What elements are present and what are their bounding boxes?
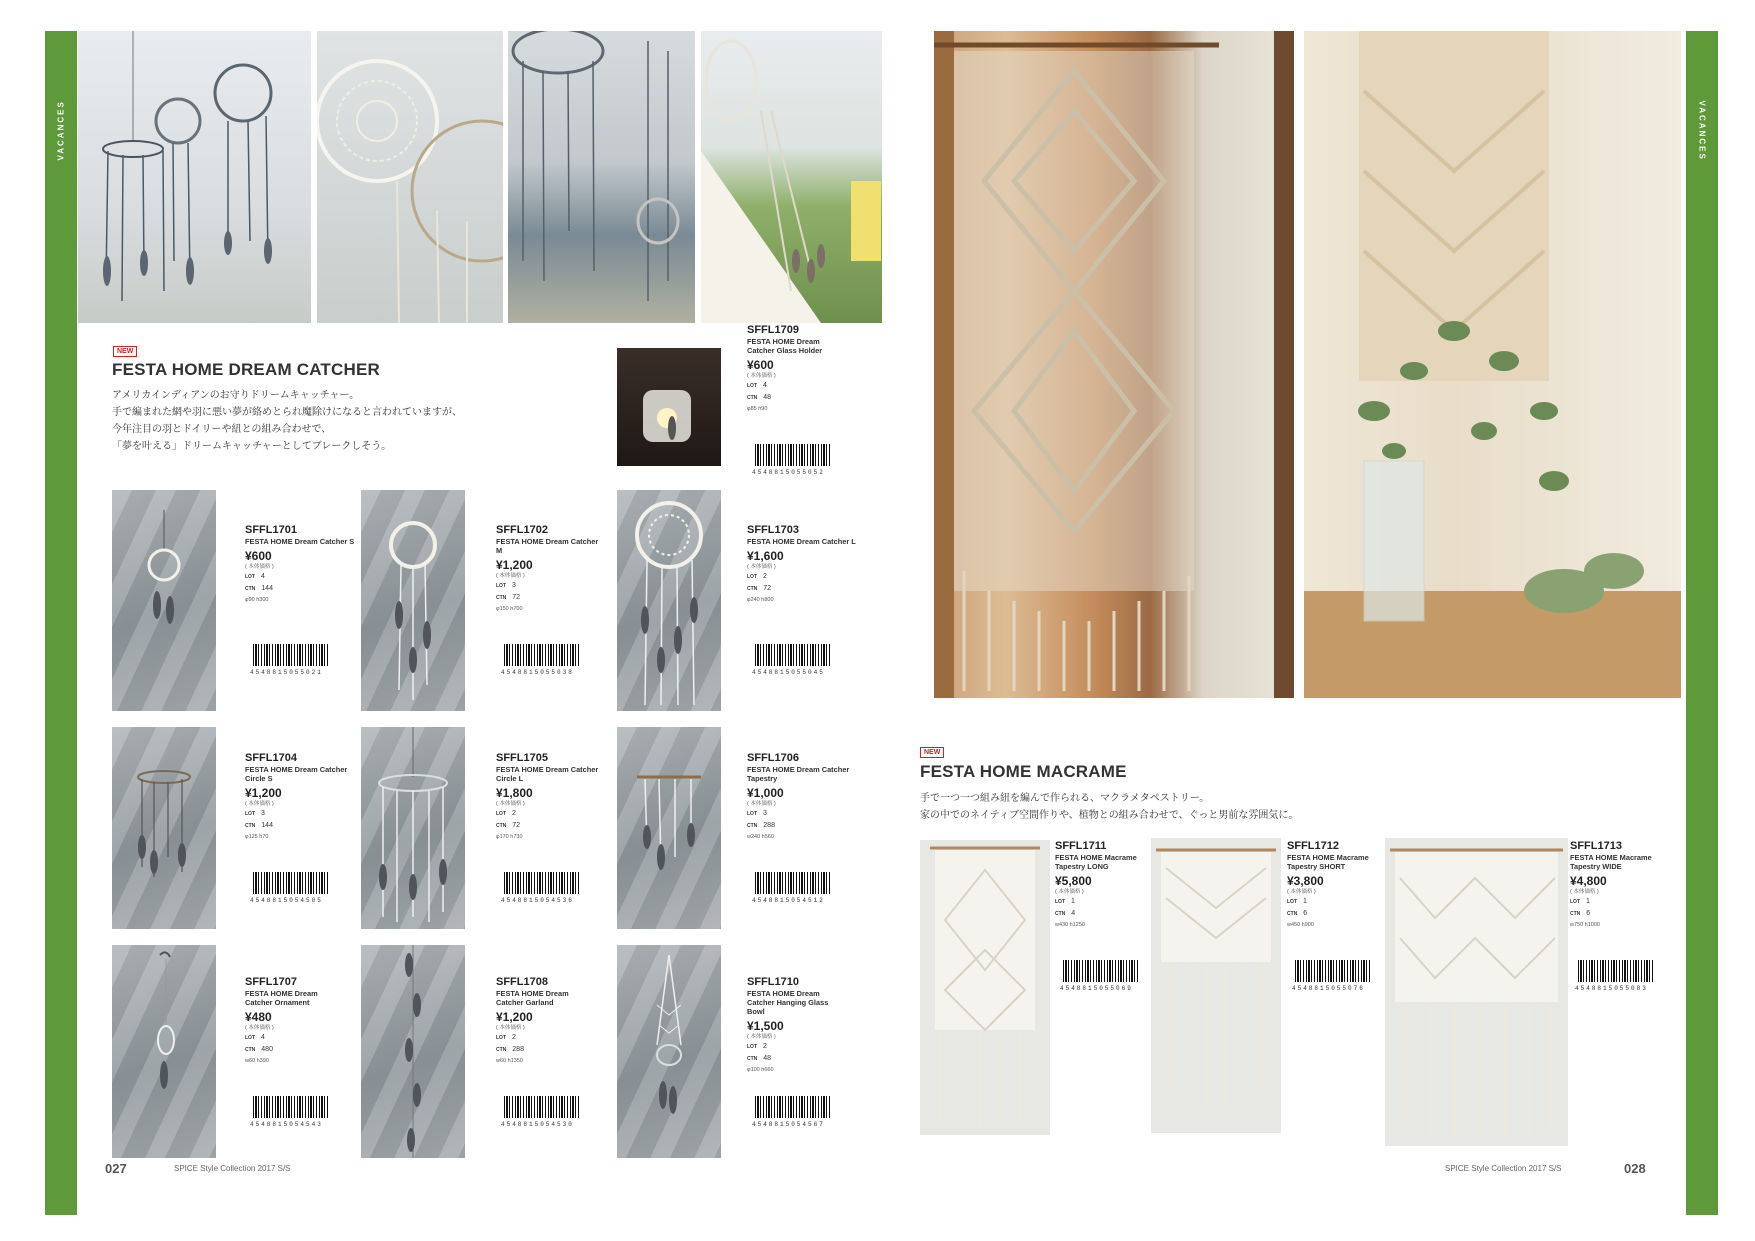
right-side-band: [1686, 31, 1718, 1215]
product-price: ¥1,200: [496, 1010, 533, 1024]
barcode-sffl1713: [1578, 960, 1654, 982]
hero-photo-window-view: [508, 31, 695, 323]
product-info-sffl1712: [1287, 840, 1397, 930]
product-dims: φ240 h800: [747, 597, 774, 603]
barcode-sffl1706: [755, 872, 831, 894]
tax-note: ( 本体価格 ): [747, 373, 776, 379]
barcode-sffl1703: [755, 644, 831, 666]
product-name: FESTA HOME Dream Catcher Ornament: [245, 989, 318, 1007]
product-name: FESTA HOME Dream Catcher S: [245, 537, 355, 546]
product-name: FESTA HOME Dream Catcher Hanging Glass Bowl: [747, 989, 829, 1016]
product-dims: w750 h1000: [1570, 922, 1600, 928]
product-price: ¥1,800: [496, 786, 533, 800]
barcode-sffl1712: [1295, 960, 1371, 982]
barcode-sffl1702: [504, 644, 580, 666]
hero-photo-doily-closeup: [317, 31, 503, 323]
tax-note: ( 本体価格 ): [245, 801, 274, 807]
tax-note: ( 本体価格 ): [496, 573, 525, 579]
product-code: SFFL1702: [496, 524, 548, 536]
barcode-number: 4548815054536: [501, 897, 574, 904]
product-name: FESTA HOME Dream Catcher Garland: [496, 989, 569, 1007]
tax-note: ( 本体価格 ): [245, 1025, 274, 1031]
product-info-sffl1701: [245, 524, 355, 605]
tax-note: ( 本体価格 ): [245, 564, 274, 570]
ctn-line: CTN 288: [496, 1046, 524, 1053]
lot-line: LOT 3: [245, 810, 265, 817]
product-price: ¥480: [245, 1010, 272, 1024]
lot-line: LOT 1: [1055, 898, 1075, 905]
product-name: FESTA HOME Macrame Tapestry WIDE: [1570, 853, 1652, 871]
product-photo-sffl1712: [1151, 838, 1281, 1133]
product-code: SFFL1709: [747, 324, 799, 336]
product-info-sffl1711: [1055, 840, 1165, 930]
page-number-right: 028: [1624, 1161, 1646, 1176]
ctn-line: CTN 6: [1287, 910, 1308, 917]
product-code: SFFL1704: [245, 752, 297, 764]
product-dims: w430 h1250: [1055, 922, 1085, 928]
product-code: SFFL1705: [496, 752, 548, 764]
lot-line: LOT 3: [747, 810, 767, 817]
ctn-line: CTN 6: [1570, 910, 1591, 917]
product-dims: φ85 h90: [747, 406, 768, 412]
product-photo-sffl1702: [361, 490, 465, 711]
ctn-line: CTN 480: [245, 1046, 273, 1053]
product-photo-sffl1705: [361, 727, 465, 929]
product-code: SFFL1706: [747, 752, 799, 764]
product-price: ¥1,600: [747, 549, 784, 563]
hero-photo-dream-catchers-trio: [78, 31, 311, 323]
product-name: FESTA HOME Dream Catcher Circle S: [245, 765, 348, 783]
product-name: FESTA HOME Dream Catcher L: [747, 537, 856, 546]
product-dims: w240 h560: [747, 834, 774, 840]
product-name: FESTA HOME Dream Catcher Glass Holder: [747, 337, 823, 355]
barcode-number: 4548815055083: [1575, 985, 1648, 992]
product-price: ¥1,200: [245, 786, 282, 800]
product-photo-sffl1708: [361, 945, 465, 1158]
product-dims: φ100 h660: [747, 1067, 774, 1073]
product-photo-sffl1711: [920, 840, 1050, 1135]
tax-note: ( 本体価格 ): [1055, 889, 1084, 895]
page-number-left: 027: [105, 1161, 127, 1176]
barcode-sffl1704: [253, 872, 329, 894]
product-price: ¥600: [245, 549, 272, 563]
ctn-line: CTN 72: [747, 585, 772, 592]
product-code: SFFL1712: [1287, 840, 1339, 852]
barcode-sffl1707: [253, 1096, 329, 1118]
lot-line: LOT 3: [496, 582, 516, 589]
description-line: 「夢を叶える」ドリームキャッチャーとしてブレークしそう。: [112, 441, 392, 452]
barcode-sffl1711: [1063, 960, 1139, 982]
ctn-line: CTN 72: [496, 822, 521, 829]
ctn-line: CTN 288: [747, 822, 775, 829]
product-photo-sffl1709: [617, 348, 721, 466]
left-side-band: [45, 31, 77, 1215]
product-price: ¥1,000: [747, 786, 784, 800]
product-info-sffl1704: [245, 752, 355, 842]
lot-line: LOT 4: [747, 382, 767, 389]
barcode-sffl1701: [253, 644, 329, 666]
barcode-sffl1709: [755, 444, 831, 466]
product-info-sffl1713: [1570, 840, 1680, 930]
product-price: ¥1,500: [747, 1019, 784, 1033]
barcode-number: 4548815054530: [501, 1121, 574, 1128]
product-dims: φ170 h730: [496, 834, 523, 840]
tax-note: ( 本体価格 ): [747, 1034, 776, 1040]
lot-line: LOT 2: [747, 1043, 767, 1050]
barcode-number: 4548815055038: [501, 669, 574, 676]
new-badge-macrame: NEW: [920, 747, 944, 758]
tax-note: ( 本体価格 ): [747, 801, 776, 807]
description-line: 今年注目の羽とドイリーや紐との組み合わせで、: [112, 424, 332, 435]
product-price: ¥1,200: [496, 558, 533, 572]
barcode-number: 4548815054543: [250, 1121, 323, 1128]
description-line: 手で編まれた網や羽に悪い夢が絡めとられ魔除けになると言われていますが、: [112, 407, 462, 418]
product-info-sffl1709: [747, 324, 857, 414]
lot-line: LOT 2: [496, 810, 516, 817]
ctn-line: CTN 4: [1055, 910, 1076, 917]
barcode-number: 4548815055069: [1060, 985, 1133, 992]
ctn-line: CTN 144: [245, 585, 273, 592]
product-info-sffl1705: [496, 752, 606, 842]
hero-photo-macrame-doorway: [934, 31, 1294, 698]
section-title-macrame: FESTA HOME MACRAME: [920, 762, 1127, 781]
ctn-line: CTN 144: [245, 822, 273, 829]
product-dims: φ90 h300: [245, 597, 269, 603]
product-photo-sffl1710: [617, 945, 721, 1158]
product-photo-sffl1706: [617, 727, 721, 929]
product-dims: φ125 h70: [245, 834, 269, 840]
barcode-sffl1705: [504, 872, 580, 894]
product-dims: w60 h1350: [496, 1058, 523, 1064]
product-photo-sffl1703: [617, 490, 721, 711]
lot-line: LOT 2: [747, 573, 767, 580]
product-name: FESTA HOME Dream Catcher Circle L: [496, 765, 599, 783]
product-photo-sffl1713: [1385, 838, 1568, 1146]
side-label-left: VACANCES: [56, 100, 66, 161]
side-label-right: VACANCES: [1697, 100, 1707, 161]
product-dims: w450 h900: [1287, 922, 1314, 928]
product-price: ¥4,800: [1570, 874, 1607, 888]
barcode-sffl1710: [755, 1096, 831, 1118]
tax-note: ( 本体価格 ): [747, 564, 776, 570]
product-name: FESTA HOME Dream Catcher Tapestry: [747, 765, 850, 783]
tax-note: ( 本体価格 ): [1570, 889, 1599, 895]
product-info-sffl1710: [747, 976, 857, 1075]
product-dims: φ150 h700: [496, 606, 523, 612]
tax-note: ( 本体価格 ): [496, 1025, 525, 1031]
barcode-sffl1708: [504, 1096, 580, 1118]
ctn-line: CTN 48: [747, 394, 772, 401]
product-code: SFFL1703: [747, 524, 799, 536]
new-badge-dream-catcher: NEW: [113, 346, 137, 357]
product-info-sffl1708: [496, 976, 606, 1066]
product-info-sffl1706: [747, 752, 857, 842]
product-code: SFFL1713: [1570, 840, 1622, 852]
section-title-dream-catcher: FESTA HOME DREAM CATCHER: [112, 360, 380, 379]
ctn-line: CTN 48: [747, 1055, 772, 1062]
ctn-line: CTN 72: [496, 594, 521, 601]
description-line: 手で一つ一つ組み紐を編んで作られる、マクラメタペストリー。: [920, 793, 1210, 804]
footer-caption-left: SPICE Style Collection 2017 S/S: [174, 1164, 291, 1173]
barcode-number: 4548815054512: [752, 897, 825, 904]
product-price: ¥3,800: [1287, 874, 1324, 888]
hero-photo-outdoor-hammock: [701, 31, 882, 323]
product-info-sffl1707: [245, 976, 355, 1066]
lot-line: LOT 2: [496, 1034, 516, 1041]
description-line: アメリカインディアンのお守りドリームキャッチャー。: [112, 390, 360, 401]
product-code: SFFL1710: [747, 976, 799, 988]
barcode-number: 4548815055021: [250, 669, 323, 676]
product-price: ¥600: [747, 358, 774, 372]
product-info-sffl1703: [747, 524, 857, 605]
product-name: FESTA HOME Macrame Tapestry SHORT: [1287, 853, 1369, 871]
barcode-number: 4548815055052: [752, 469, 825, 476]
section-description-macrame: [920, 790, 1298, 824]
product-name: FESTA HOME Dream Catcher M: [496, 537, 599, 555]
product-photo-sffl1704: [112, 727, 216, 929]
footer-caption-right: SPICE Style Collection 2017 S/S: [1445, 1164, 1562, 1173]
section-description-dream-catcher: [112, 387, 462, 455]
product-dims: w60 h390: [245, 1058, 269, 1064]
product-name: FESTA HOME Macrame Tapestry LONG: [1055, 853, 1137, 871]
barcode-number: 4548815054505: [250, 897, 323, 904]
hero-photo-macrame-with-plants: [1304, 31, 1681, 698]
lot-line: LOT 1: [1570, 898, 1590, 905]
barcode-number: 4548815055076: [1292, 985, 1365, 992]
product-code: SFFL1708: [496, 976, 548, 988]
product-code: SFFL1707: [245, 976, 297, 988]
lot-line: LOT 4: [245, 573, 265, 580]
product-photo-sffl1707: [112, 945, 216, 1158]
product-code: SFFL1701: [245, 524, 297, 536]
tax-note: ( 本体価格 ): [1287, 889, 1316, 895]
lot-line: LOT 4: [245, 1034, 265, 1041]
barcode-number: 4548815054567: [752, 1121, 825, 1128]
lot-line: LOT 1: [1287, 898, 1307, 905]
description-line: 家の中でのネイティブ空間作りや、植物との組み合わせで、ぐっと男前な雰囲気に。: [920, 810, 1299, 821]
product-photo-sffl1701: [112, 490, 216, 711]
product-price: ¥5,800: [1055, 874, 1092, 888]
barcode-number: 4548815055045: [752, 669, 825, 676]
product-code: SFFL1711: [1055, 840, 1107, 852]
tax-note: ( 本体価格 ): [496, 801, 525, 807]
product-info-sffl1702: [496, 524, 606, 614]
